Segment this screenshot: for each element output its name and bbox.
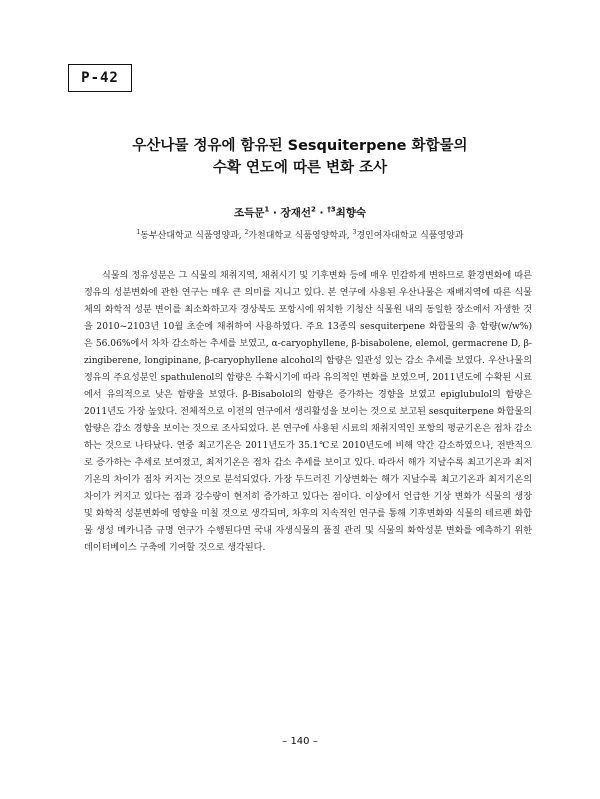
affiliation-3-mark: 3	[352, 229, 357, 236]
author-separator: ·	[315, 207, 328, 219]
affiliation-1: 동부산대학교 식품영양과,	[140, 231, 245, 241]
author-2-name: 장재선	[280, 207, 312, 219]
author-list	[0, 205, 600, 220]
paper-title	[0, 135, 600, 179]
author-2-mark: 2	[311, 205, 316, 214]
abstract-body: 식물의 정유성분은 그 식물의 채취지역, 채취시기 및 기후변화 등에 매우 민감하게 변하므로 환경변화에 따른 정유의 성분변화에 관한 연구는 매우 큰 의미를 지니고 있다. 본 연구에 사용된 우산나물은 재배지역에 따른 식물체의 화학적 성분 변이를 최소화하고자 경상북도 포항시에 위치한 기청산 식물원 내의 동일한 장소에서 자생한 것을 2010~2103년 10월 초순에 채취하여 사용하였다. 주요 13종의 sesquiterpene 화합물의 총 함량(w/w%)은 56.06%에서 차차 감소하는 추세를 보였고, α-caryophyllene, β-bisabolene, elemol, germacrene D, β-zingiberene, longipinane, β-caryophyllene alcohol의 함량은 일관성 있는 감소 추세를 보였다. 우산나물의 정유의 주요성분인 spathulenol의 함량은 수확시기에 따라 유의적인 변화를 보였으며, 2011년도에 수확된 시료에서 유의적으로 낮은 함량을 보였다. β-Bisabolol의 함량은 증가하는 경향을 보였고 epiglubulol의 함량은 2011년도 가장 높았다. 전체적으로 이전의 연구에서 생리활성을 보이는 것으로 보고된 sesquiterpene 화합물의 함량은 감소 경향을 보이는 것으로 조사되었다. 본 연구에 사용된 시료의 채취지역인 포항의 평균기온은 점차 감소하는 것으로 나타났다. 연중 최고기온은 2011년도가 35.1℃로 2010년도에 비해 약간 감소하였으나, 전반적으로 증가하는 추세로 보여졌고, 최저기온은 점차 감소 추세를 보이고 있다. 따라서 해가 지날수록 최고기온과 최저기온의 차이가 점차 커지는 것으로 분석되었다. 가장 두드러진 기상변화는 해가 지날수록 최고기온과 최저기온의 차이가 커지고 있다는 점과 강수량이 현저히 증가하고 있다는 점이다. 이상에서 언급한 기상 변화가 식물의 생장 및 화학적 성분변화에 영향을 미칠 것으로 생각되며, 차후의 지속적인 연구를 통해 기후변화와 식물의 테르펜 화합물 생성 메카니즘 규명 연구가 수행된다면 국내 자생식물의 품질 관리 및 식물의 화학성분 변화를 예측하기 위한 데이터베이스 구축에 기여할 것으로 생각된다.	[84, 271, 532, 553]
author-separator: ·	[269, 207, 281, 219]
affiliation-3: 경인여자대학교 식품영양과	[356, 231, 464, 241]
affiliation-2: 가천대학교 식품영양학과,	[248, 231, 353, 241]
poster-id-box	[68, 64, 132, 92]
affiliation-list	[0, 228, 600, 241]
author-3-mark: †3	[327, 205, 336, 214]
author-3-name: 최향숙	[335, 207, 367, 219]
affiliation-2-mark: 2	[244, 229, 249, 236]
page-number: – 140 –	[282, 736, 318, 747]
poster-id: P-42	[81, 70, 119, 86]
author-1-mark: 1	[264, 205, 270, 214]
author-1-name: 조득문	[233, 207, 265, 219]
affiliation-1-mark: 1	[136, 229, 141, 236]
title-line-1: 우산나물 정유에 함유된 Sesquiterpene 화합물의	[132, 138, 468, 154]
title-line-2: 수확 연도에 따른 변화 조사	[212, 160, 388, 176]
